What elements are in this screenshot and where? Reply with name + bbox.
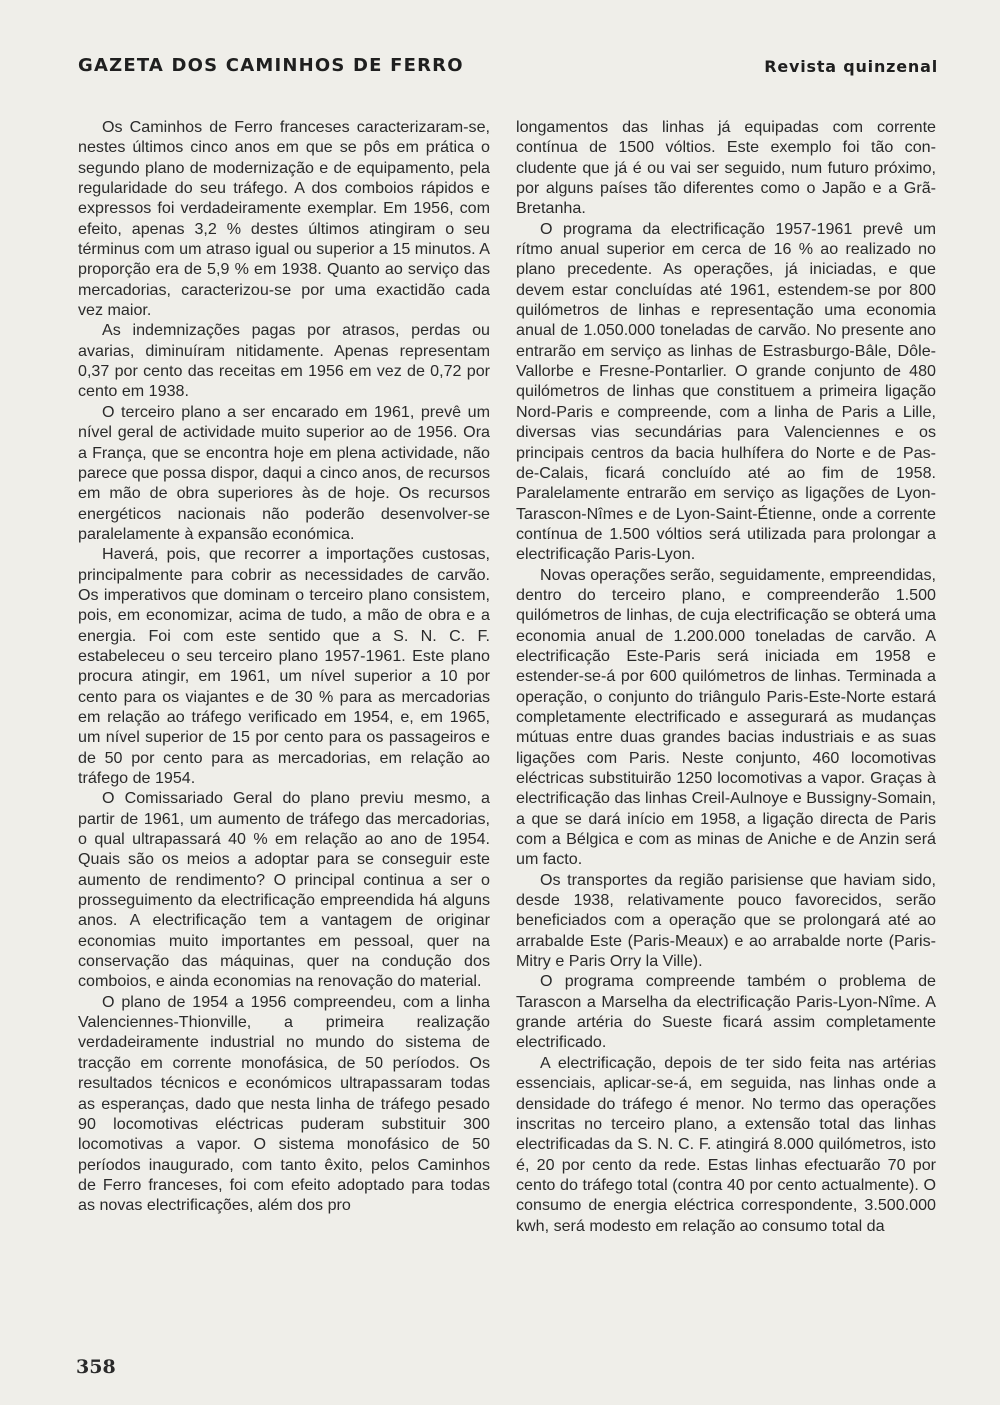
journal-subtitle: Revista quinzenal [764, 57, 938, 76]
paragraph: A electrificação, depois de ter sido feita nas artérias essenciais, aplicar-se-á, em seguida, nas linhas onde a densidade do tráfego é menor. No termo das operações inscritas no terceiro plano, a extensão total das linhas electrificadas da S. N. C. F. atingirá 8.000 quilómetros, isto é, 20 por cento da rede. Estas linhas efectuarão 70 por cento do tráfego total (contra 40 por cento actualmente). O consumo de energia eléctrica correspondente, 3.500.000 kwh, será modesto em relação ao consumo total da [516, 1053, 936, 1235]
page-header [78, 55, 938, 85]
paragraph: Os Caminhos de Ferro franceses caracterizaram-se, nestes últimos cinco anos em que se pôs em prática o segundo plano de modernização e de equipamento, pela regularidade do seu tráfego. A dos comboios rápidos e expressos foi verdadeiramente exemplar. Em 1956, com efeito, apenas 3,2 % destes últimos atingiram o seu términus com um atraso igual ou superior a 15 minutos. A proporção era de 5,9 % em 1938. Quanto ao serviço das mercadorias, caracterizou-se por uma exactidão cada vez maior. [78, 118, 490, 320]
paragraph: longamentos das linhas já equipadas com corrente contínua de 1500 vóltios. Este exemplo foi tão concludente que já é ou vai ser seguido, num futuro próximo, por alguns países tão diferentes como o Japão e a Grã-Bretanha. [516, 118, 936, 218]
paragraph: Os transportes da região parisiense que haviam sido, desde 1938, relativamente pouco favorecidos, serão beneficiados com a operação que se prolongará até ao arrabalde Este (Paris-Meaux) e ao arrabalde norte (Paris-Mitry e Paris Orry la Ville). [516, 870, 936, 971]
paragraph: O Comissariado Geral do plano previu mesmo, a partir de 1961, um aumento de tráfego das mercadorias, o qual ultrapassará 40 % em relação ao ano de 1954. Quais são os meios a adoptar para se conseguir este aumento de rendimento? O principal continua a ser o prosseguimento da electrificação empreendida há alguns anos. A electrificação tem a vantagem de originar economias muito importantes em pessoal, quer na conservação das máquinas, quer na condução dos comboios, e ainda economias na renovação do material. [78, 789, 490, 991]
journal-title: GAZETA DOS CAMINHOS DE FERRO [78, 55, 464, 76]
paragraph: Novas operações serão, seguidamente, empreendidas, dentro do terceiro plano, e compreenderão 1.500 quilómetros de linhas, de cuja electrificação se obterá uma economia anual de 1.200.000 toneladas de carvão. A electrificação Este-Paris será iniciada em 1958 e estender-se-á por 600 quilómetros de linhas. Terminada a operação, o conjunto do triângulo Paris-Este-Norte estará completamente electrificado e assegurará as mudanças mútuas entre duas grandes bacias industriais e as suas ligações com Paris. Neste conjunto, 460 locomotivas eléctricas substituirão 1250 locomotivas a vapor. Graças à electrificação das linhas Creil-Aulnoye e Bussigny-Somain, a que se dará início em 1958, a ligação directa de Paris com a Bélgica e com as minas de Aniche e de Anzin será um facto. [516, 565, 936, 869]
paragraph: O plano de 1954 a 1956 compreendeu, com a linha Valenciennes-Thionville, a primeira realização verdadeiramente industrial no mundo do sistema de tracção em corrente monofásica, de 50 períodos. Os resultados técnicos e económicos ultrapassaram todas as esperanças, dado que nesta linha de tráfego pesado 90 locomotivas eléctricas puderam substituir 300 locomotivas a vapor. O sistema monofásico de 50 períodos inaugurado, com tanto êxito, pelos Caminhos de Ferro franceses, foi com efeito adoptado para todas as novas electrificações, além dos pro [78, 992, 490, 1215]
paragraph: O programa compreende também o problema de Tarascon a Marselha da electrificação Paris-Lyon-Nîme. A grande artéria do Sueste ficará assim completamente electrificado. [516, 972, 936, 1052]
paragraph: As indemnizações pagas por atrasos, perdas ou avarias, diminuíram nitidamente. Apenas representam 0,37 por cento das receitas em 1956 em vez de 0,72 por cento em 1938. [78, 321, 490, 401]
paragraph: O programa da electrificação 1957-1961 prevê um rítmo anual superior em cerca de 16 % ao realizado no plano precedente. As operações, já iniciadas, e que devem estar concluídas até 1961, estendem-se por 800 quilómetros de linhas e representação uma economia anual de 1.050.000 toneladas de carvão. No presente ano entrarão em serviço as linhas de Estrasburgo-Bâle, Dôle-Vallorbe e Fresne-Pontarlier. O grande conjunto de 480 quilómetros de linhas que constituem a primeira ligação Nord-Paris e compreende, com a linha de Paris a Lille, diversas vias secundárias para Valenciennes e os principais centros da bacia hulhífera do Norte e de Pas-de-Calais, ficará concluído até ao fim de 1958. Paralelamente entrarão em serviço as ligações de Lyon-Tarascon-Nîmes e de Lyon-Saint-Étienne, onde a corrente contínua de 1.500 vóltios será utilizada para prolongar a electrificação Paris-Lyon. [516, 219, 936, 564]
left-text-column [78, 117, 490, 1216]
paragraph: O terceiro plano a ser encarado em 1961, prevê um nível geral de actividade muito superior ao de 1956. Ora a França, que se encontra hoje em plena actividade, não parece que possa dispor, daqui a cinco anos, de recursos em mão de obra superiores às de hoje. Os recursos energéticos nacionais não poderão desenvolver-se paralelamente à expansão económica. [78, 402, 490, 543]
paragraph: Haverá, pois, que recorrer a importações custosas, principalmente para cobrir as necessidades de carvão. Os imperativos que dominam o terceiro plano consistem, pois, em economizar, acima de tudo, a mão de obra e a energia. Foi com este sentido que a S. N. C. F. estabeleceu o seu terceiro plano 1957-1961. Este plano procura atingir, em 1961, um nível superior a 10 por cento para os viajantes e de 30 % para as mercadorias em relação ao tráfego verificado em 1954, e, em 1965, um nível superior de 15 por cento para os passageiros e de 50 por cento para as mercadorias, em relação ao tráfego de 1954. [78, 545, 490, 787]
right-text-column [516, 117, 936, 1236]
page-number: 358 [76, 1356, 116, 1378]
